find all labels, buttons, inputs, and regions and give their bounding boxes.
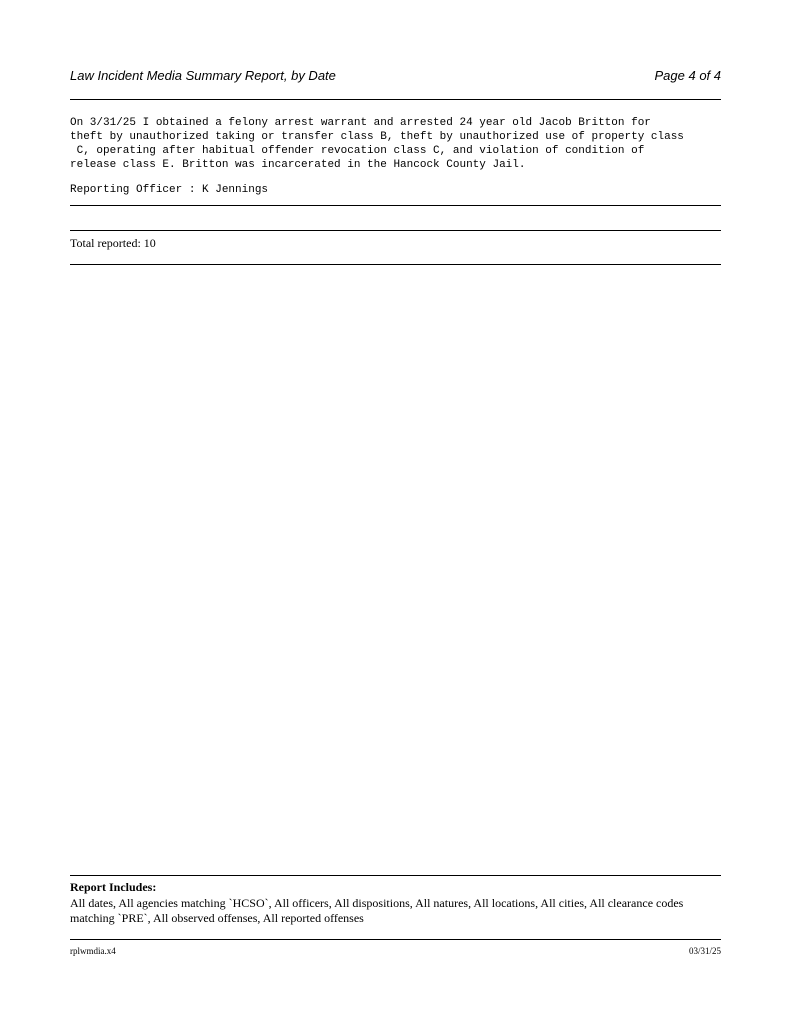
program-name: rplwmdia.x4 bbox=[70, 946, 116, 956]
summary-bottom-divider bbox=[70, 264, 721, 265]
incident-narrative: On 3/31/25 I obtained a felony arrest warrant and arrested 24 year old Jacob Britton for theft by unauthorized taking or transfer class B, theft by unauthorized use of property class C, operating after habitual offender revocation class C, and violation of condition of release class E. Britton was incarcerated in the Hancock County Jail. bbox=[70, 117, 684, 171]
incident-divider bbox=[70, 205, 721, 206]
includes-top-divider bbox=[70, 875, 721, 876]
report-includes-text: All dates, All agencies matching `HCSO`, All officers, All dispositions, All natures, All locations, All cities, All clearance codes matching `PRE`, All observed offenses, All reported offenses bbox=[70, 896, 684, 925]
footer-divider bbox=[70, 939, 721, 940]
summary-top-divider bbox=[70, 230, 721, 231]
report-includes-heading: Report Includes: bbox=[70, 880, 157, 894]
header-divider bbox=[70, 99, 721, 100]
total-reported: Total reported: 10 bbox=[70, 236, 156, 250]
reporting-officer: Reporting Officer : K Jennings bbox=[70, 184, 269, 196]
report-title: Law Incident Media Summary Report, by Date bbox=[70, 68, 336, 83]
page-number: Page 4 of 4 bbox=[654, 68, 721, 83]
report-date: 03/31/25 bbox=[688, 946, 721, 956]
